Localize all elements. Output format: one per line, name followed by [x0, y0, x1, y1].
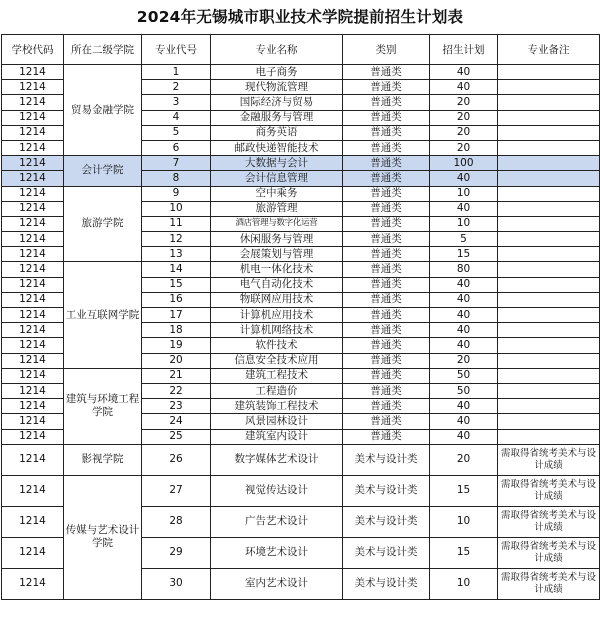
college-cell: 影视学院 [64, 444, 142, 475]
school-code-cell: 1214 [2, 338, 64, 353]
note-cell [498, 186, 600, 201]
note-cell: 需取得省统考美术与设计成绩 [498, 568, 600, 599]
category-cell: 普通类 [343, 186, 430, 201]
category-cell: 普通类 [343, 65, 430, 80]
major-code-cell: 27 [142, 475, 211, 506]
category-cell: 普通类 [343, 140, 430, 155]
school-code-cell: 1214 [2, 537, 64, 568]
plan-cell: 50 [430, 368, 498, 383]
category-cell: 普通类 [343, 399, 430, 414]
note-cell [498, 323, 600, 338]
major-name-cell: 物联网应用技术 [211, 292, 343, 307]
major-code-cell: 21 [142, 368, 211, 383]
category-cell: 普通类 [343, 125, 430, 140]
major-name-cell: 工程造价 [211, 383, 343, 398]
major-name-cell: 商务英语 [211, 125, 343, 140]
major-name-cell: 广告艺术设计 [211, 506, 343, 537]
plan-cell: 100 [430, 156, 498, 171]
major-name-cell: 建筑装饰工程技术 [211, 399, 343, 414]
plan-cell: 10 [430, 568, 498, 599]
major-code-cell: 5 [142, 125, 211, 140]
plan-cell: 10 [430, 506, 498, 537]
major-name-cell: 室内艺术设计 [211, 568, 343, 599]
note-cell: 需取得省统考美术与设计成绩 [498, 475, 600, 506]
major-name-cell: 建筑工程技术 [211, 368, 343, 383]
school-code-cell: 1214 [2, 216, 64, 231]
category-cell: 普通类 [343, 80, 430, 95]
category-cell: 普通类 [343, 414, 430, 429]
school-code-cell: 1214 [2, 201, 64, 216]
plan-cell: 15 [430, 537, 498, 568]
plan-cell: 40 [430, 323, 498, 338]
category-cell: 美术与设计类 [343, 444, 430, 475]
major-name-cell: 视觉传达设计 [211, 475, 343, 506]
major-code-cell: 1 [142, 65, 211, 80]
major-code-cell: 28 [142, 506, 211, 537]
major-name-cell: 酒店管理与数字化运营 [211, 216, 343, 231]
school-code-cell: 1214 [2, 368, 64, 383]
major-name-cell: 会计信息管理 [211, 171, 343, 186]
school-code-cell: 1214 [2, 475, 64, 506]
school-code-cell: 1214 [2, 506, 64, 537]
table-row [2, 475, 600, 506]
plan-cell: 80 [430, 262, 498, 277]
school-code-cell: 1214 [2, 429, 64, 444]
major-name-cell: 空中乘务 [211, 186, 343, 201]
plan-cell: 40 [430, 201, 498, 216]
plan-cell: 40 [430, 292, 498, 307]
major-code-cell: 18 [142, 323, 211, 338]
note-cell [498, 414, 600, 429]
note-cell [498, 429, 600, 444]
category-cell: 普通类 [343, 292, 430, 307]
major-code-cell: 14 [142, 262, 211, 277]
plan-cell: 20 [430, 353, 498, 368]
major-code-cell: 19 [142, 338, 211, 353]
college-cell: 传媒与艺术设计学院 [64, 475, 142, 599]
category-cell: 普通类 [343, 171, 430, 186]
plan-cell: 20 [430, 140, 498, 155]
note-cell [498, 338, 600, 353]
school-code-cell: 1214 [2, 383, 64, 398]
category-cell: 普通类 [343, 323, 430, 338]
category-cell: 普通类 [343, 353, 430, 368]
major-code-cell: 23 [142, 399, 211, 414]
school-code-cell: 1214 [2, 232, 64, 247]
note-cell [498, 156, 600, 171]
major-name-cell: 休闲服务与管理 [211, 232, 343, 247]
major-name-cell: 环境艺术设计 [211, 537, 343, 568]
category-cell: 美术与设计类 [343, 537, 430, 568]
note-cell [498, 95, 600, 110]
note-cell [498, 262, 600, 277]
header-school-code: 学校代码 [2, 35, 64, 65]
major-code-cell: 17 [142, 308, 211, 323]
note-cell: 需取得省统考美术与设计成绩 [498, 537, 600, 568]
plan-cell: 40 [430, 277, 498, 292]
note-cell [498, 399, 600, 414]
note-cell [498, 383, 600, 398]
note-cell [498, 247, 600, 262]
major-name-cell: 邮政快递智能技术 [211, 140, 343, 155]
major-name-cell: 会展策划与管理 [211, 247, 343, 262]
school-code-cell: 1214 [2, 186, 64, 201]
plan-cell: 20 [430, 125, 498, 140]
plan-cell: 50 [430, 383, 498, 398]
school-code-cell: 1214 [2, 399, 64, 414]
major-name-cell: 风景园林设计 [211, 414, 343, 429]
plan-cell: 40 [430, 80, 498, 95]
header-category: 类别 [343, 35, 430, 65]
plan-cell: 15 [430, 475, 498, 506]
enrollment-plan-table [1, 34, 600, 600]
table-row [2, 368, 600, 383]
school-code-cell: 1214 [2, 353, 64, 368]
college-cell: 工业互联网学院 [64, 262, 142, 368]
school-code-cell: 1214 [2, 65, 64, 80]
major-code-cell: 25 [142, 429, 211, 444]
table-row [2, 262, 600, 277]
category-cell: 普通类 [343, 95, 430, 110]
major-code-cell: 22 [142, 383, 211, 398]
plan-cell: 40 [430, 308, 498, 323]
note-cell [498, 140, 600, 155]
plan-cell: 40 [430, 399, 498, 414]
major-code-cell: 4 [142, 110, 211, 125]
major-name-cell: 计算机应用技术 [211, 308, 343, 323]
plan-cell: 40 [430, 414, 498, 429]
category-cell: 美术与设计类 [343, 568, 430, 599]
school-code-cell: 1214 [2, 568, 64, 599]
school-code-cell: 1214 [2, 277, 64, 292]
category-cell: 普通类 [343, 247, 430, 262]
note-cell [498, 277, 600, 292]
note-cell [498, 353, 600, 368]
school-code-cell: 1214 [2, 292, 64, 307]
note-cell [498, 216, 600, 231]
major-name-cell: 计算机网络技术 [211, 323, 343, 338]
major-name-cell: 现代物流管理 [211, 80, 343, 95]
plan-cell: 40 [430, 429, 498, 444]
plan-cell: 20 [430, 444, 498, 475]
header-note: 专业备注 [498, 35, 600, 65]
plan-cell: 10 [430, 186, 498, 201]
major-name-cell: 数字媒体艺术设计 [211, 444, 343, 475]
major-code-cell: 13 [142, 247, 211, 262]
major-code-cell: 2 [142, 80, 211, 95]
major-name-cell: 建筑室内设计 [211, 429, 343, 444]
header-plan: 招生计划 [430, 35, 498, 65]
header-college: 所在二级学院 [64, 35, 142, 65]
school-code-cell: 1214 [2, 262, 64, 277]
plan-cell: 40 [430, 338, 498, 353]
page-title: 2024年无锡城市职业技术学院提前招生计划表 [136, 8, 464, 26]
category-cell: 美术与设计类 [343, 506, 430, 537]
plan-cell: 20 [430, 95, 498, 110]
major-code-cell: 29 [142, 537, 211, 568]
school-code-cell: 1214 [2, 80, 64, 95]
major-code-cell: 24 [142, 414, 211, 429]
note-cell [498, 201, 600, 216]
table-row [2, 186, 600, 201]
note-cell [498, 232, 600, 247]
note-cell [498, 125, 600, 140]
plan-cell: 15 [430, 247, 498, 262]
note-cell: 需取得省统考美术与设计成绩 [498, 444, 600, 475]
major-code-cell: 12 [142, 232, 211, 247]
note-cell [498, 292, 600, 307]
school-code-cell: 1214 [2, 414, 64, 429]
category-cell: 普通类 [343, 429, 430, 444]
school-code-cell: 1214 [2, 156, 64, 171]
college-cell: 贸易金融学院 [64, 65, 142, 156]
category-cell: 普通类 [343, 383, 430, 398]
category-cell: 普通类 [343, 156, 430, 171]
school-code-cell: 1214 [2, 247, 64, 262]
college-cell: 建筑与环境工程学院 [64, 368, 142, 444]
major-name-cell: 信息安全技术应用 [211, 353, 343, 368]
note-cell [498, 80, 600, 95]
school-code-cell: 1214 [2, 140, 64, 155]
major-code-cell: 26 [142, 444, 211, 475]
plan-cell: 40 [430, 65, 498, 80]
table-row-highlighted [2, 156, 600, 171]
header-major-name: 专业名称 [211, 35, 343, 65]
major-code-cell: 11 [142, 216, 211, 231]
school-code-cell: 1214 [2, 308, 64, 323]
major-code-cell: 20 [142, 353, 211, 368]
major-code-cell: 6 [142, 140, 211, 155]
major-code-cell: 16 [142, 292, 211, 307]
college-cell: 会计学院 [64, 156, 142, 186]
plan-cell: 20 [430, 110, 498, 125]
major-code-cell: 3 [142, 95, 211, 110]
category-cell: 美术与设计类 [343, 475, 430, 506]
category-cell: 普通类 [343, 216, 430, 231]
school-code-cell: 1214 [2, 110, 64, 125]
category-cell: 普通类 [343, 277, 430, 292]
major-name-cell: 电子商务 [211, 65, 343, 80]
major-code-cell: 7 [142, 156, 211, 171]
plan-cell: 40 [430, 171, 498, 186]
major-code-cell: 30 [142, 568, 211, 599]
major-code-cell: 8 [142, 171, 211, 186]
category-cell: 普通类 [343, 201, 430, 216]
table-row [2, 444, 600, 475]
note-cell [498, 368, 600, 383]
category-cell: 普通类 [343, 338, 430, 353]
school-code-cell: 1214 [2, 444, 64, 475]
school-code-cell: 1214 [2, 125, 64, 140]
note-cell [498, 110, 600, 125]
major-name-cell: 金融服务与管理 [211, 110, 343, 125]
category-cell: 普通类 [343, 368, 430, 383]
category-cell: 普通类 [343, 110, 430, 125]
note-cell [498, 171, 600, 186]
major-name-cell: 机电一体化技术 [211, 262, 343, 277]
major-name-cell: 国际经济与贸易 [211, 95, 343, 110]
plan-cell: 5 [430, 232, 498, 247]
major-code-cell: 10 [142, 201, 211, 216]
school-code-cell: 1214 [2, 171, 64, 186]
college-cell: 旅游学院 [64, 186, 142, 262]
major-name-cell: 软件技术 [211, 338, 343, 353]
school-code-cell: 1214 [2, 95, 64, 110]
category-cell: 普通类 [343, 232, 430, 247]
major-code-cell: 9 [142, 186, 211, 201]
major-name-cell: 电气自动化技术 [211, 277, 343, 292]
category-cell: 普通类 [343, 262, 430, 277]
note-cell [498, 65, 600, 80]
note-cell: 需取得省统考美术与设计成绩 [498, 506, 600, 537]
major-name-cell: 大数据与会计 [211, 156, 343, 171]
category-cell: 普通类 [343, 308, 430, 323]
table-row [2, 65, 600, 80]
plan-cell: 10 [430, 216, 498, 231]
table-header-row [2, 35, 600, 65]
note-cell [498, 308, 600, 323]
header-major-code: 专业代号 [142, 35, 211, 65]
major-name-cell: 旅游管理 [211, 201, 343, 216]
major-code-cell: 15 [142, 277, 211, 292]
school-code-cell: 1214 [2, 323, 64, 338]
